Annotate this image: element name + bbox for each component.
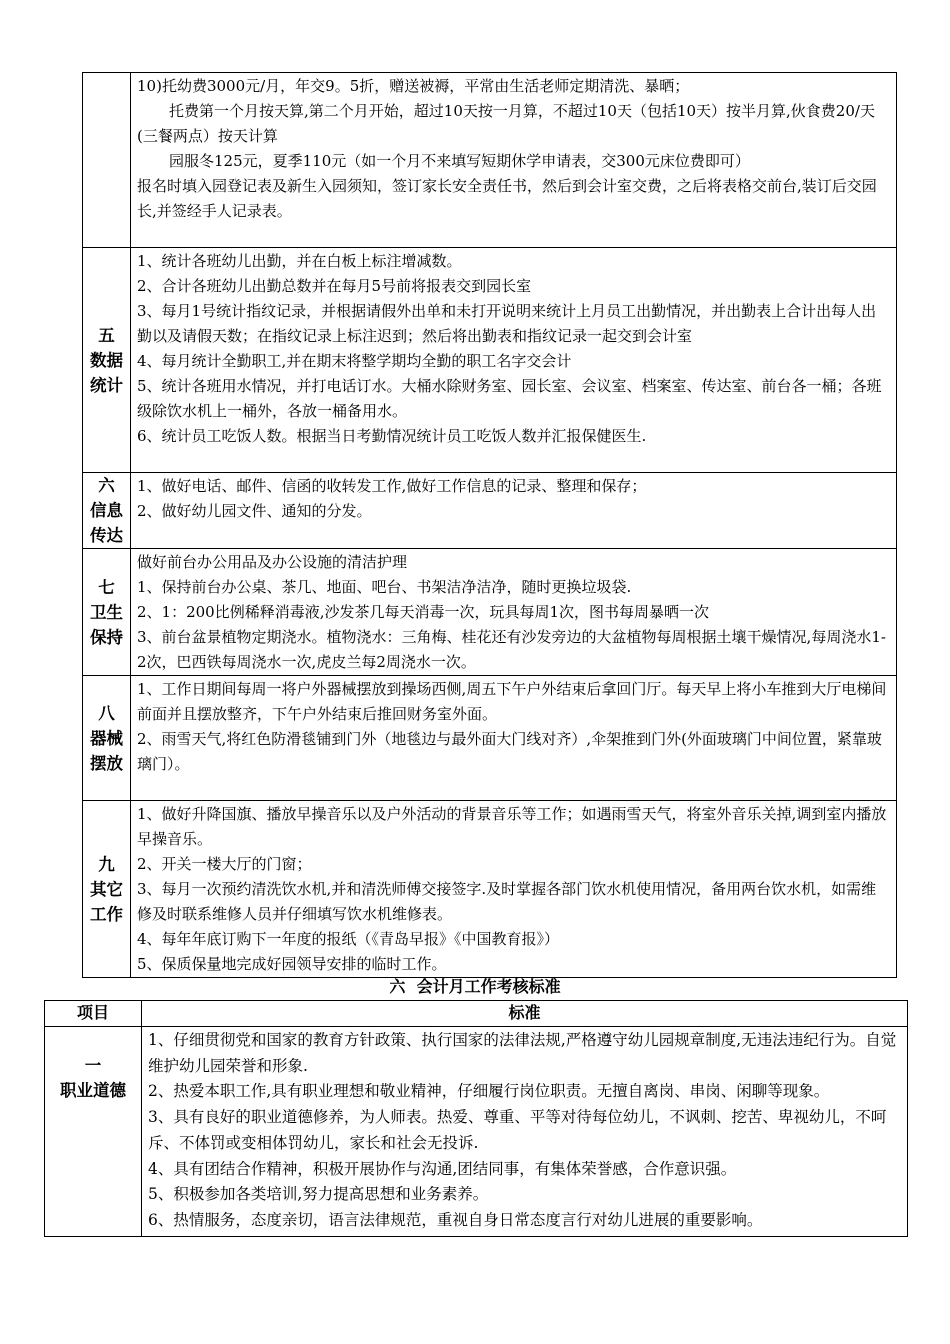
fee-content-cell [131, 73, 897, 248]
header-item: 项目 [45, 1001, 142, 1027]
list-item: 1、保持前台办公桌、茶几、地面、吧台、书架洁净洁净，随时更换垃圾袋. [137, 578, 632, 596]
section-row-hygiene [83, 549, 897, 676]
section-row-equipment [83, 676, 897, 801]
list-item: 6、热情服务，态度亲切，语言法律规范，重视自身日常态度言行对幼儿进展的重要影响。 [148, 1210, 763, 1229]
list-item: 2、热爱本职工作,具有职业理想和敬业精神，仔细履行岗位职责。无擅自离岗、串岗、闲聊等现象。 [148, 1082, 830, 1101]
section-title: 卫生 [90, 602, 123, 622]
list-item: 1、工作日期间每周一将户外器械摆放到操场西侧,周五下午户外结束后拿回门厅。每天早上将小车推到大厅电梯间前面并且摆放整齐，下午户外结束后推回财务室外面。 [137, 680, 887, 723]
section-number: 五 [98, 325, 115, 345]
section-content [131, 549, 897, 676]
row-label [45, 1027, 142, 1237]
fee-row [83, 73, 897, 248]
list-item: 2、雨雪天气,将红色防滑毯铺到门外（地毯边与最外面大门线对齐）,伞架推到门外(外面玻璃门中间位置，紧靠玻璃门）。 [137, 730, 882, 773]
list-item: 5、统计各班用水情况，并打电话订水。大桶水除财务室、园长室、会议室、档案室、传达室、前台各一桶；各班级除饮水机上一桶外，各放一桶备用水。 [137, 377, 882, 420]
section-title: 信息 [90, 501, 123, 520]
list-item: 做好前台办公用品及办公设施的清洁护理 [137, 553, 408, 571]
section-content [131, 676, 897, 801]
section-row-data-stats [83, 248, 897, 473]
list-item: 3、每月一次预约清洗饮水机,并和清洗师傅交接签字.及时掌握各部门饮水机使用情况，备用两台饮水机，如需维修及时联系维修人员并仔细填写饮水机维修表。 [137, 880, 877, 923]
list-item: 4、每年年底订购下一年度的报纸（《青岛早报》《中国教育报》） [137, 930, 560, 948]
section-label [83, 801, 131, 978]
list-item: 2、做好幼儿园文件、通知的分发。 [137, 502, 372, 520]
list-item: 4、每月统计全勤职工,并在期末将整学期均全勤的职工名字交会计 [137, 352, 572, 370]
list-item: 5、保质保量地完成好园领导安排的临时工作。 [137, 955, 447, 973]
section-number: 六 [98, 476, 115, 495]
list-item: 4、具有团结合作精神，积极开展协作与沟通,团结同事，有集体荣誉感，合作意识强。 [148, 1159, 737, 1178]
list-item: 3、具有良好的职业道德修养，为人师表。热爱、尊重、平等对待每位幼儿，不讽刺、挖苦、卑视幼儿，不呵斥、不体罚或变相体罚幼儿，家长和社会无投诉. [148, 1108, 887, 1152]
fee-line: 托费第一个月按天算,第二个月开始，超过10天按一月算，不超过10天（包括10天）按半月算,伙食费20/天(三餐两点）按天计算 [137, 102, 875, 145]
section-content [131, 248, 897, 473]
section-label [83, 549, 131, 676]
fee-label-cell [83, 73, 131, 248]
section-content [131, 473, 897, 549]
section-row-other [83, 801, 897, 978]
header-standard: 标准 [142, 1001, 908, 1027]
fee-line: 园服冬125元，夏季110元（如一个月不来填写短期休学申请表，交300元床位费即可） [169, 152, 750, 170]
list-item: 1、做好电话、邮件、信函的收转发工作,做好工作信息的记录、整理和保存； [137, 477, 647, 495]
section-title: 摆放 [90, 753, 123, 773]
row-content [142, 1027, 908, 1237]
fee-line: 10)托幼费3000元/月，年交9。5折，赠送被褥，平常由生活老师定期清洗、暴晒； [137, 77, 690, 95]
list-item: 6、统计员工吃饭人数。根据当日考勤情况统计员工吃饭人数并汇报保健医生. [137, 427, 647, 445]
section-title: 传达 [90, 526, 123, 545]
table-header-row [45, 1001, 908, 1027]
section-title: 工作 [90, 904, 123, 924]
section-number: 八 [98, 703, 115, 723]
section-row-info [83, 473, 897, 549]
section-title: 保持 [90, 627, 123, 647]
row-title: 职业道德 [60, 1081, 126, 1100]
section-title: 其它 [90, 879, 123, 899]
accountant-standard-table [44, 1000, 908, 1237]
list-item: 2、开关一楼大厅的门窗； [137, 855, 312, 873]
section-label [83, 676, 131, 801]
list-item: 3、前台盆景植物定期浇水。植物浇水：三角梅、桂花还有沙发旁边的大盆植物每周根据土壤干燥情况,每周浇水1-2次，巴西铁每周浇水一次,虎皮兰每2周浇水一次。 [137, 628, 886, 671]
list-item: 5、积极参加各类培训,努力提高思想和业务素养。 [148, 1185, 489, 1204]
list-item: 1、统计各班幼儿出勤，并在白板上标注增减数。 [137, 252, 462, 270]
fee-line: 报名时填入园登记表及新生入园须知，签订家长安全责任书，然后到会计室交费，之后将表格交前台,装订后交园长,并签经手人记录表。 [137, 177, 877, 220]
list-item: 3、每月1号统计指纹记录，并根据请假外出单和未打开说明来统计上月员工出勤情况，并出勤表上合计出每人出勤以及请假天数；在指纹记录上标注迟到；然后将出勤表和指纹记录一起交到会计室 [137, 302, 877, 345]
section-title: 统计 [90, 375, 123, 395]
section-title: 器械 [90, 728, 123, 748]
table-row-ethics [45, 1027, 908, 1237]
list-item: 2、1：200比例稀释消毒液,沙发茶几每天消毒一次，玩具每周1次，图书每周暴晒一次 [137, 603, 710, 621]
section-content [131, 801, 897, 978]
section-label [83, 248, 131, 473]
accountant-section-title: 六 会计月工作考核标准 [389, 977, 561, 996]
section-label [83, 473, 131, 549]
section-number: 九 [98, 854, 115, 874]
row-number: 一 [84, 1056, 102, 1075]
list-item: 1、做好升降国旗、播放早操音乐以及户外活动的背景音乐等工作；如遇雨雪天气，将室外音乐关掉,调到室内播放早操音乐。 [137, 805, 887, 848]
list-item: 1、仔细贯彻党和国家的教育方针政策、执行国家的法律法规,严格遵守幼儿园规章制度,无违法违纪行为。自觉维护幼儿园荣誉和形象. [148, 1031, 897, 1075]
duty-table [82, 72, 897, 978]
list-item: 2、合计各班幼儿出勤总数并在每月5号前将报表交到园长室 [137, 277, 532, 295]
section-number: 七 [98, 577, 115, 597]
section-title: 数据 [90, 350, 123, 370]
